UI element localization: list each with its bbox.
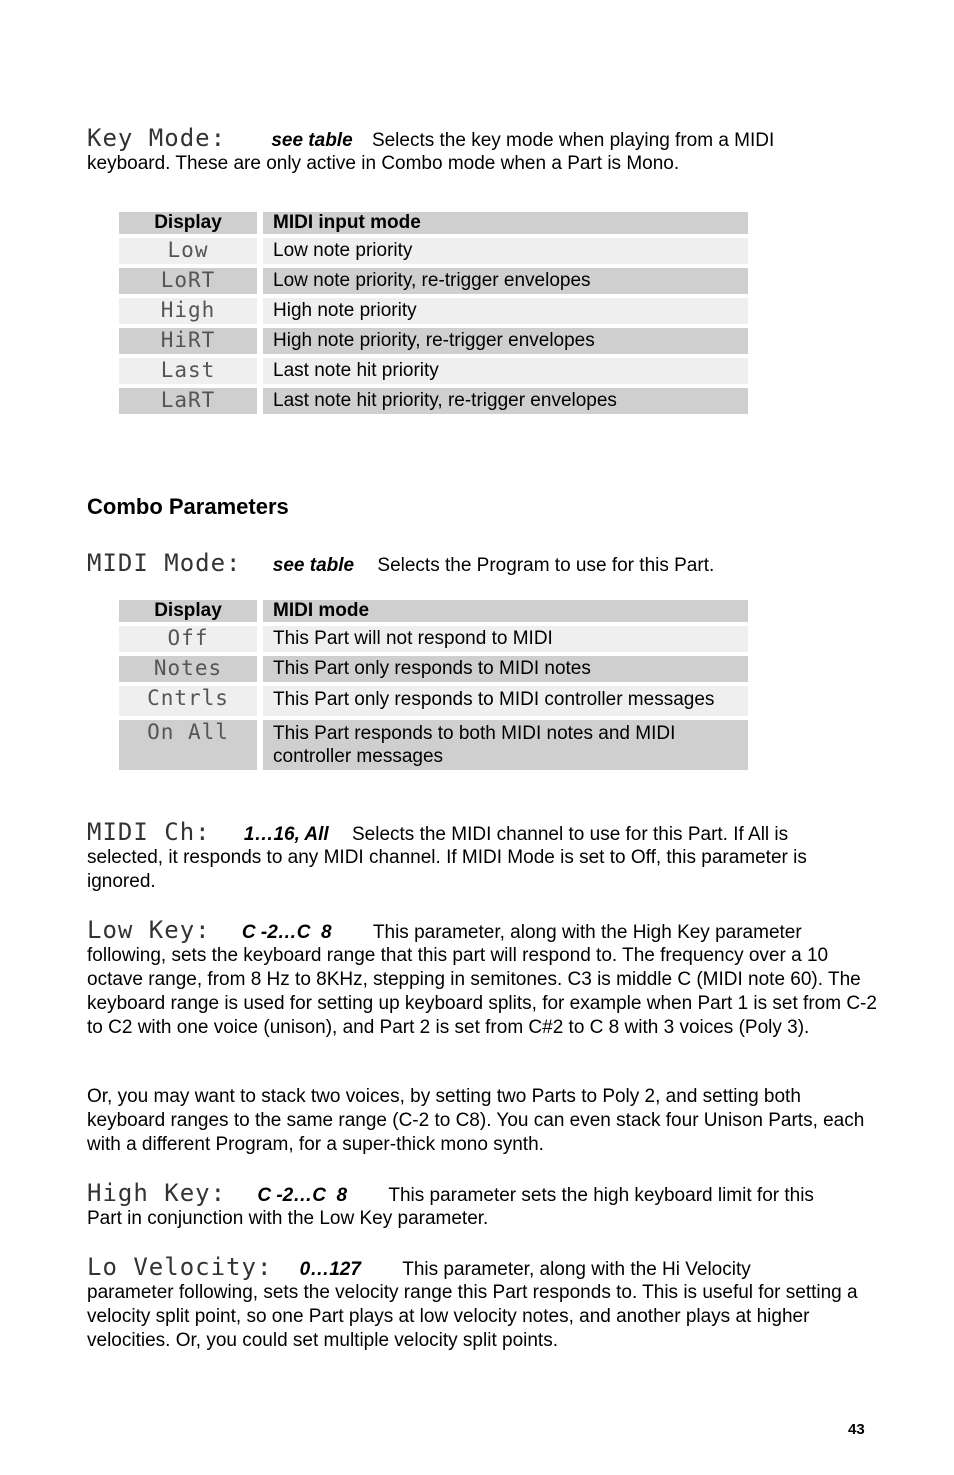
table-row (119, 328, 748, 354)
lo-velocity-range: 0…127 (299, 1259, 361, 1280)
display-cell: Cntrls (119, 686, 257, 716)
midi-ch-line1 (87, 818, 887, 849)
desc-cell: Last note hit priority, re-trigger envelopes (263, 388, 748, 414)
midi-ch-range: 1…16, All (243, 824, 329, 845)
lo-velocity-text-cont: parameter following, sets the velocity range this Part responds to. This is useful for setting a velocity split point, so one Part plays at low velocity notes, and another plays at higher velocities. Or, you could set multiple velocity split points. (87, 1282, 858, 1351)
desc-cell: Low note priority, re-trigger envelopes (263, 268, 748, 294)
table-row (119, 686, 748, 716)
key-mode-text-cont: keyboard. These are only active in Combo mode when a Part is Mono. (87, 153, 680, 174)
midi-ch-text-cont: selected, it responds to any MIDI channel. If MIDI Mode is set to Off, this parameter is ignored. (87, 847, 807, 892)
display-cell: Off (119, 626, 257, 652)
desc-cell: This Part responds to both MIDI notes and MIDI controller messages (263, 720, 748, 770)
table-row (119, 298, 748, 324)
table-row (119, 626, 748, 652)
display-cell: High (119, 298, 257, 324)
desc-cell: This Part only responds to MIDI notes (263, 656, 748, 682)
desc-cell: High note priority (263, 298, 748, 324)
lo-velocity-text: This parameter, along with the Hi Velocity (402, 1259, 751, 1280)
high-key-text: This parameter sets the high keyboard limit for this (388, 1185, 814, 1206)
display-cell: LoRT (119, 268, 257, 294)
display-cell: Notes (119, 656, 257, 682)
key-mode-text: Selects the key mode when playing from a MIDI (371, 130, 775, 151)
high-key-label: High Key: (87, 1179, 227, 1207)
low-key-range: C -2…C 8 (241, 922, 332, 943)
lo-velocity-line1 (87, 1253, 887, 1284)
lo-velocity-label: Lo Velocity: (87, 1253, 273, 1281)
midi-mode-label: MIDI Mode: (87, 549, 242, 577)
key-mode-table (119, 208, 748, 418)
key-mode-line1 (87, 124, 887, 155)
desc-cell: Low note priority (263, 238, 748, 264)
table-header-mode: MIDI input mode (263, 212, 748, 234)
table-header-display: Display (119, 212, 257, 234)
table-row (119, 388, 748, 414)
midi-mode-range: see table (272, 555, 355, 576)
low-key-text-cont: following, sets the keyboard range that this part will respond to. The frequency over a 10 octave range, from 8 Hz to 8KHz, stepping in semitones. C3 is middle C (MIDI note 60). The keyboard range is used for setting up keyboard splits, for example when Part 1 is set from C-2 to C2 with one voice (unison), and Part 2 is set from C#2 to C 8 with 3 voices (Poly 3). (87, 945, 877, 1038)
desc-cell: This Part will not respond to MIDI (263, 626, 748, 652)
table-row (119, 358, 748, 384)
desc-cell: High note priority, re-trigger envelopes (263, 328, 748, 354)
desc-cell: This Part only responds to MIDI controller messages (263, 686, 748, 716)
table-header-mode: MIDI mode (263, 600, 748, 622)
table-row (119, 268, 748, 294)
high-key-line1 (87, 1179, 887, 1210)
key-mode-range: see table (271, 130, 353, 151)
midi-mode-line (87, 549, 887, 580)
low-key-text: This parameter, along with the High Key parameter (372, 922, 802, 943)
display-cell: LaRT (119, 388, 257, 414)
midi-mode-table (119, 596, 748, 774)
low-key-para2: Or, you may want to stack two voices, by setting two Parts to Poly 2, and setting both keyboard ranges to the same range (C-2 to C8). You can even stack four Unison Parts, each with a different Program, for a super-thick mono synth. (87, 1086, 865, 1155)
high-key-range: C -2…C 8 (257, 1185, 348, 1206)
table-row (119, 720, 748, 770)
table-row (119, 656, 748, 682)
display-cell: HiRT (119, 328, 257, 354)
table-header-row (119, 212, 748, 234)
table-header-row (119, 600, 748, 622)
low-key-line1 (87, 916, 887, 947)
display-cell: On All (119, 720, 257, 770)
section-title: Combo Parameters (87, 494, 289, 519)
page-number: 43 (848, 1421, 865, 1438)
table-row (119, 238, 748, 264)
key-mode-label: Key Mode: (87, 124, 227, 152)
midi-ch-text: Selects the MIDI channel to use for this Part. If All is (352, 824, 789, 845)
midi-mode-text: Selects the Program to use for this Part. (377, 555, 715, 576)
desc-cell: Last note hit priority (263, 358, 748, 384)
display-cell: Last (119, 358, 257, 384)
high-key-text-cont: Part in conjunction with the Low Key parameter. (87, 1208, 489, 1229)
low-key-label: Low Key: (87, 916, 211, 944)
display-cell: Low (119, 238, 257, 264)
table-header-display: Display (119, 600, 257, 622)
midi-ch-label: MIDI Ch: (87, 818, 211, 846)
